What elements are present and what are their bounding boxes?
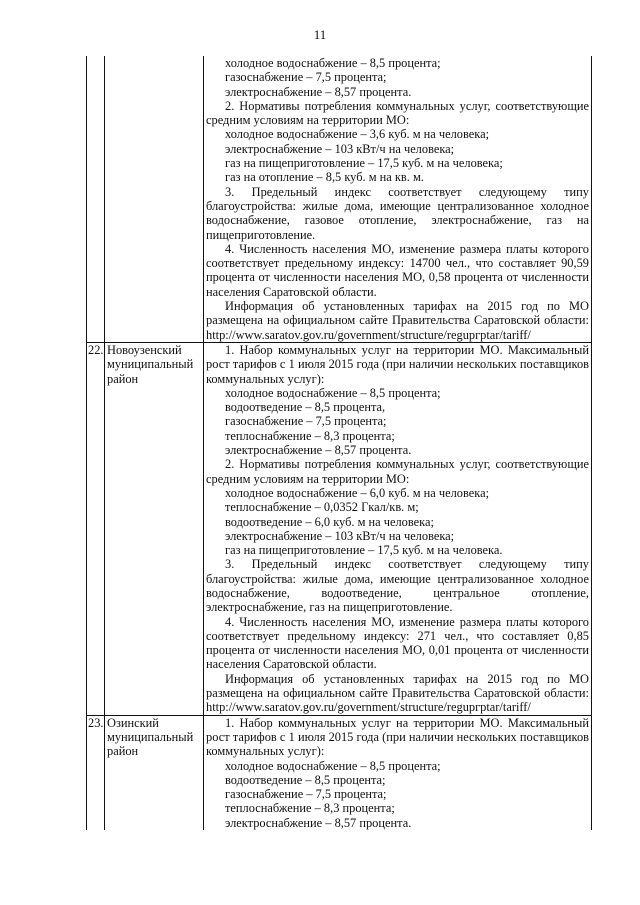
table-row: [87, 56, 592, 342]
tariff-paragraph: 1. Набор коммунальных услуг на территории МО. Максимальный рост тарифов с 1 июля 2015 года (при наличии нескольких поставщиков коммунальных услуг):: [206, 342, 589, 386]
table-row: [87, 342, 592, 715]
tariff-item: электроснабжение – 103 кВт/ч на человека;: [225, 528, 455, 543]
tariff-item: газ на отопление – 8,5 куб. м на кв. м.: [225, 170, 424, 185]
table-row: [87, 715, 592, 830]
tariff-item: холодное водоснабжение – 8,5 процента;: [225, 385, 441, 400]
tariff-item: холодное водоснабжение – 6,0 куб. м на человека;: [225, 485, 490, 500]
tariff-paragraph: Информация об установленных тарифах на 2015 год по МО размещена на официальном сайте Правительства Саратовской области: http://www.saratov.gov.ru/government/structure/regupгptar/tariff/: [206, 671, 589, 715]
row-number: 23.: [87, 715, 105, 830]
tariff-paragraph: 3. Предельный индекс соответствует следующему типу благоустройства: жилые дома, имеющие централизованное холодное водоснабжение, водоотведение, центральное отопление, электроснабжение, газ на пищеприготовление.: [206, 557, 589, 615]
tariff-item: газоснабжение – 7,5 процента;: [225, 787, 387, 802]
tariff-item: газ на пищеприготовление – 17,5 куб. м на человека.: [225, 543, 503, 558]
tariff-item: водоотведение – 8,5 процента,: [225, 400, 386, 415]
tariff-item: газоснабжение – 7,5 процента;: [225, 414, 387, 429]
tariff-item: электроснабжение – 8,57 процента.: [225, 84, 412, 99]
municipality-name: [105, 715, 204, 830]
tariff-paragraph: 4. Численность населения МО, изменение размера платы которого соответствует предельному индексу: 14700 чел., что составляет 90,59 процента от численности населения МО, 0,58 процента от численности населения Саратовской области.: [206, 241, 589, 299]
row-number: 22.: [87, 342, 105, 715]
tariff-item: электроснабжение – 8,57 процента.: [225, 815, 412, 830]
municipality-name: [105, 56, 204, 342]
page-number: 11: [313, 27, 327, 42]
tariff-paragraph: 2. Нормативы потребления коммунальных услуг, соответствующие средним условиям на территории МО:: [206, 457, 589, 486]
tariff-item: теплоснабжение – 0,0352 Гкал/кв. м;: [225, 500, 419, 515]
tariff-description: [204, 715, 592, 830]
tariff-item: газоснабжение – 7,5 процента;: [225, 70, 387, 85]
municipal-tariff-table: [86, 56, 592, 830]
municipality-name-line: муниципальный: [107, 729, 194, 744]
tariff-description: [204, 342, 592, 715]
municipality-name: [105, 342, 204, 715]
municipality-name-line: Новоузенский: [107, 342, 182, 357]
tariff-item: теплоснабжение – 8,3 процента;: [225, 801, 395, 816]
tariff-item: водоотведение – 6,0 куб. м на человека;: [225, 514, 434, 529]
tariff-paragraph: 2. Нормативы потребления коммунальных услуг, соответствующие средним условиям на территории МО:: [206, 98, 589, 128]
municipality-name-line: район: [107, 744, 139, 759]
tariff-item: теплоснабжение – 8,3 процента;: [225, 428, 395, 443]
municipality-name-line: район: [107, 371, 139, 386]
row-number: [87, 56, 105, 342]
tariff-paragraph: 4. Численность населения МО, изменение размера платы которого соответствует предельному индексу: 271 чел., что составляет 0,85 процента от численности населения МО, 0,01 процента от численности населения Саратовской области.: [206, 614, 589, 672]
tariff-paragraph: Информация об установленных тарифах на 2015 год по МО размещена на официальном сайте Правительства Саратовской области: http://www.saratov.gov.ru/government/structure/regupгptar/tariff/: [206, 299, 589, 342]
tariff-item: холодное водоснабжение – 8,5 процента;: [225, 56, 441, 70]
municipality-name-line: муниципальный: [107, 357, 194, 372]
tariff-description: [204, 56, 592, 342]
tariff-item: холодное водоснабжение – 3,6 куб. м на человека;: [225, 127, 490, 142]
municipality-name-line: Озинский: [107, 715, 159, 730]
tariff-item: холодное водоснабжение – 8,5 процента;: [225, 758, 441, 773]
tariff-paragraph: 1. Набор коммунальных услуг на территории МО. Максимальный рост тарифов с 1 июля 2015 года (при наличии нескольких поставщиков коммунальных услуг):: [206, 715, 589, 759]
tariff-item: электроснабжение – 103 кВт/ч на человека;: [225, 141, 455, 156]
tariff-item: электроснабжение – 8,57 процента.: [225, 443, 412, 458]
tariff-paragraph: 3. Предельный индекс соответствует следующему типу благоустройства: жилые дома, имеющие централизованное холодное водоснабжение, газовое отопление, электроснабжение, газ на пищеприготовление.: [206, 184, 589, 242]
tariff-item: газ на пищеприготовление – 17,5 куб. м на человека;: [225, 156, 503, 171]
tariff-item: водоотведение – 8,5 процента;: [225, 772, 386, 787]
